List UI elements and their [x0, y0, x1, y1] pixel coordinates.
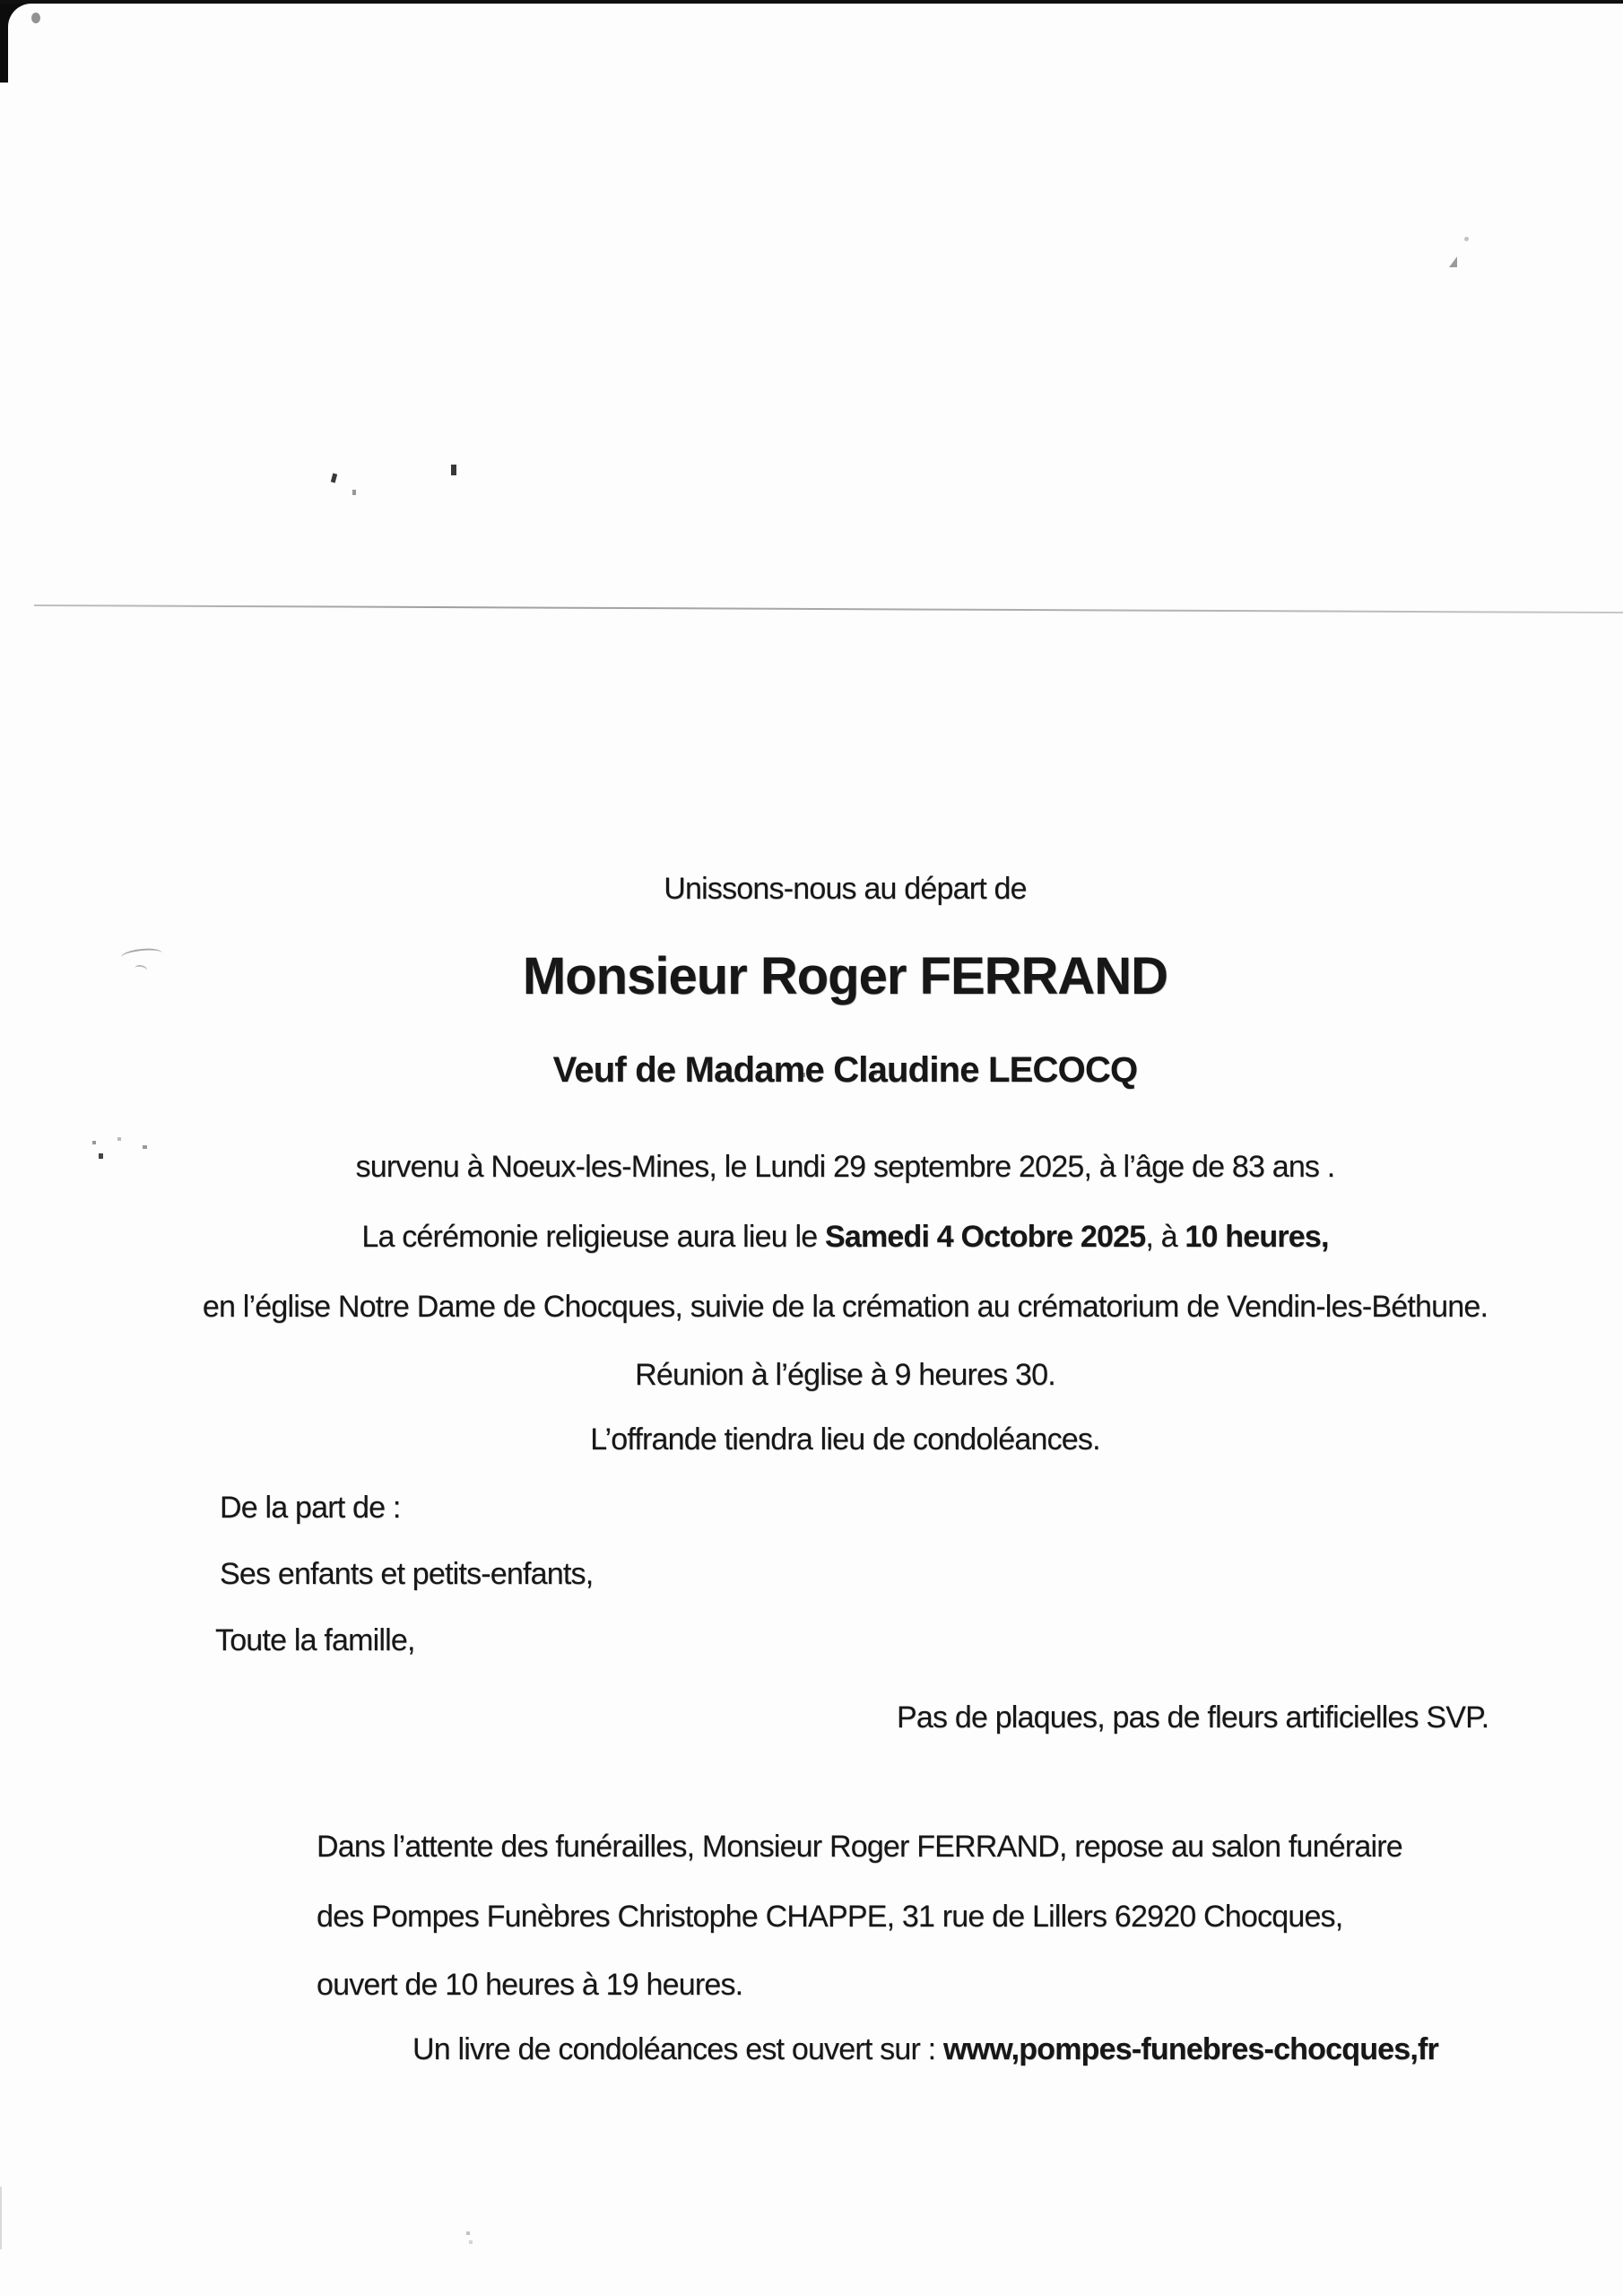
ceremony-date: Samedi 4 Octobre 2025 [824, 1220, 1146, 1254]
scan-speck [117, 1137, 121, 1141]
scan-crease-line [34, 604, 1623, 613]
flowers-note: Pas de plaques, pas de fleurs artificielles SVP. [897, 1700, 1489, 1735]
scan-speck [451, 465, 456, 475]
scan-speck [31, 13, 40, 23]
intro-line: Unissons-nous au départ de [664, 872, 1027, 906]
condolence-book-url: www,pompes-funebres-chocques,fr [942, 2032, 1438, 2066]
from-label: De la part de : [220, 1491, 401, 1525]
repose-line-2: des Pompes Funèbres Christophe CHAPPE, 31 rue de Lillers 62920 Chocques, [317, 1900, 1343, 1934]
scan-speck [1449, 257, 1457, 267]
ceremony-prefix: La cérémonie religieuse aura lieu le [361, 1220, 825, 1254]
condolence-book-line [412, 2032, 1438, 2067]
repose-line-1: Dans l’attente des funérailles, Monsieur Roger FERRAND, repose au salon funéraire [317, 1830, 1402, 1864]
scan-edge-artifact-left [0, 2187, 2, 2249]
church-line: en l’église Notre Dame de Chocques, suivie de la crémation au crématorium de Vendin-les-Béthune. [202, 1290, 1488, 1324]
scan-speck [331, 474, 337, 483]
scan-edge-artifact-top [0, 0, 1623, 4]
repose-line-3: ouvert de 10 heures à 19 heures. [317, 1968, 743, 2002]
ceremony-mid: , à [1145, 1220, 1185, 1254]
meeting-line: Réunion à l’église à 9 heures 30. [635, 1358, 1055, 1392]
scan-speck [143, 1145, 147, 1149]
scan-speck [1464, 237, 1469, 241]
scan-speck [92, 1141, 96, 1144]
condolence-book-prefix: Un livre de condoléances est ouvert sur : [412, 2032, 943, 2066]
ceremony-line [67, 1220, 1623, 1255]
mourner-line: Toute la famille, [215, 1623, 415, 1657]
scan-corner-rounding [8, 4, 80, 129]
offering-line: L’offrande tiendra lieu de condoléances. [590, 1422, 1100, 1457]
relationship-line: Veuf de Madame Claudine LECOCQ [552, 1050, 1138, 1090]
scan-speck [466, 2231, 470, 2235]
deceased-name: Monsieur Roger FERRAND [522, 947, 1168, 1005]
ceremony-time: 10 heures, [1185, 1220, 1329, 1254]
death-line: survenu à Noeux-les-Mines, le Lundi 29 septembre 2025, à l’âge de 83 ans . [355, 1150, 1335, 1184]
scan-speck [352, 490, 356, 495]
mourner-line: Ses enfants et petits-enfants, [220, 1557, 594, 1591]
scan-speck [469, 2240, 473, 2244]
